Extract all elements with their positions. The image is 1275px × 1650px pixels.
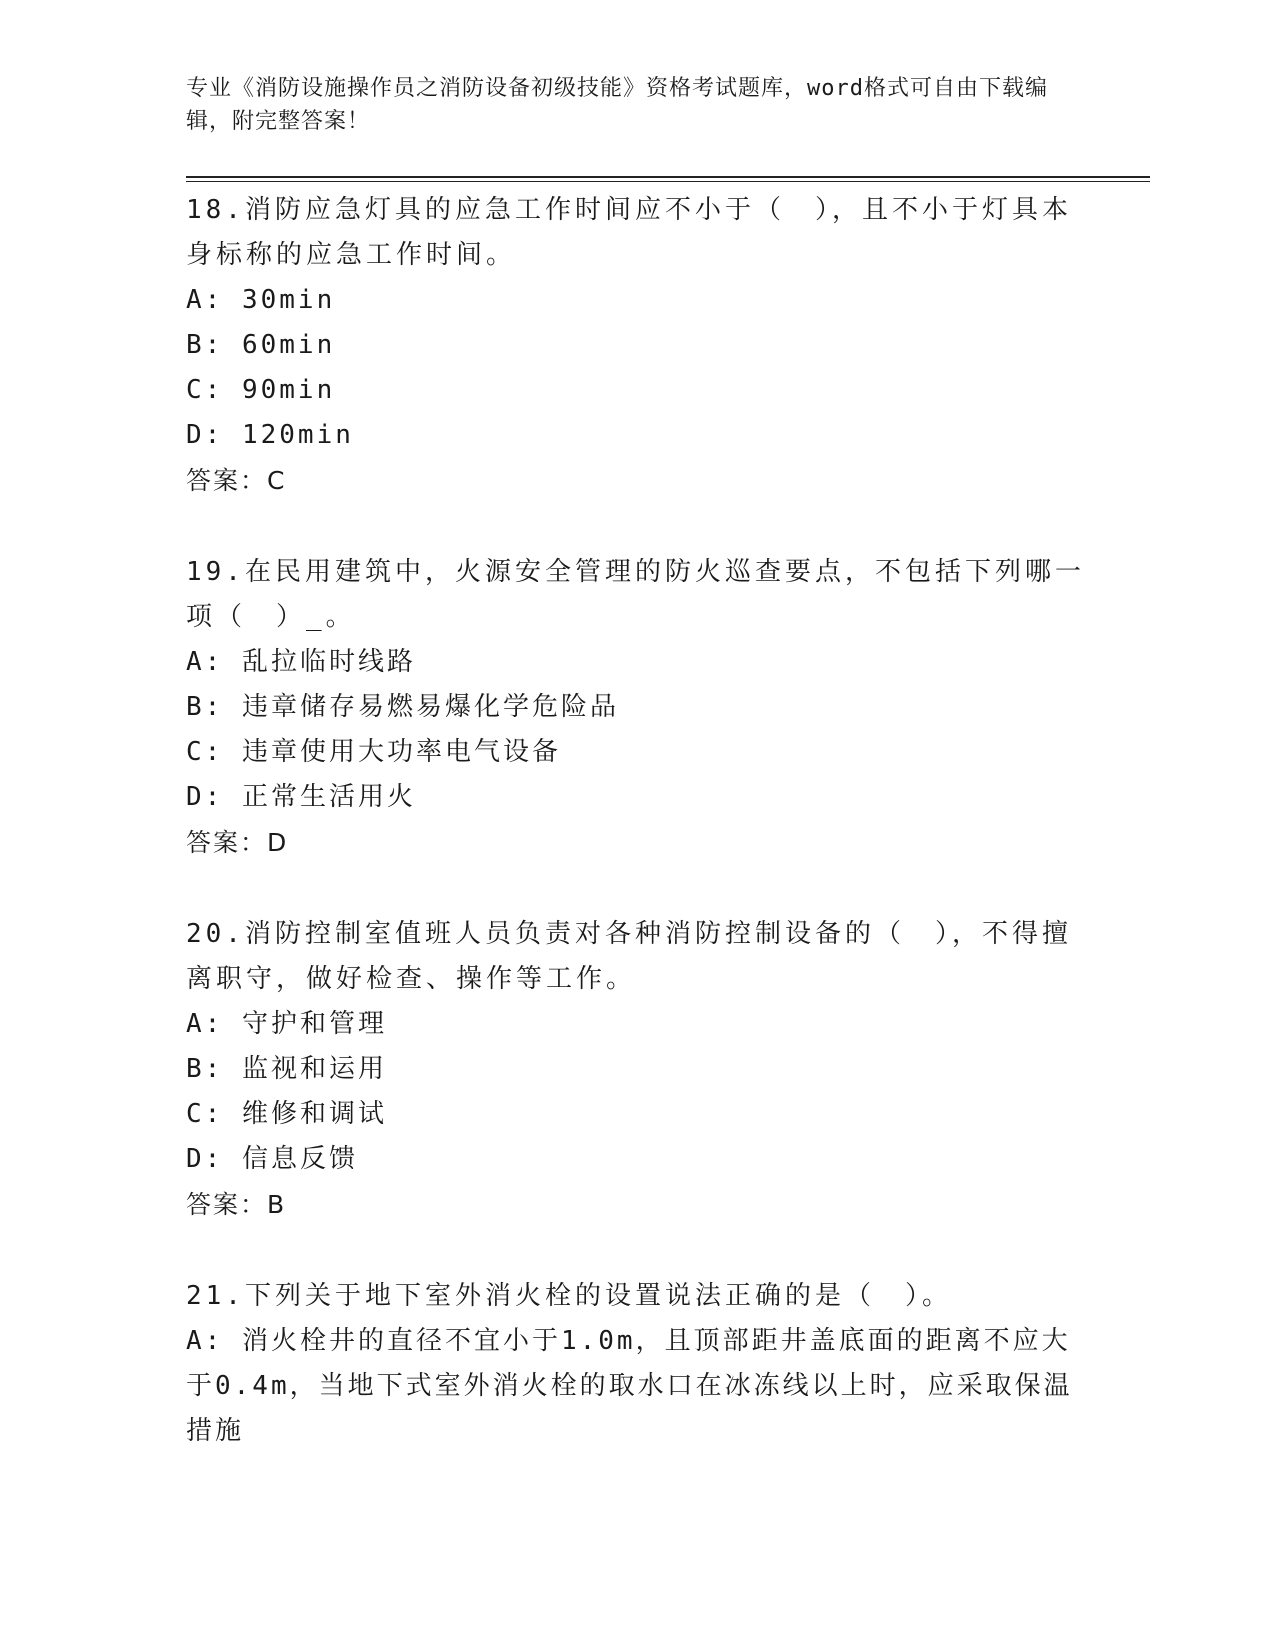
question-stem: 19.在民用建筑中，火源安全管理的防火巡查要点，不包括下列哪一项（ ）_。 bbox=[186, 557, 1085, 632]
answer: 答案：B bbox=[186, 1190, 287, 1219]
answer: 答案：C bbox=[186, 466, 287, 495]
option-c: C: 违章使用大功率电气设备 bbox=[186, 737, 561, 767]
option-b: B: 60min bbox=[186, 330, 336, 360]
question-list bbox=[186, 188, 1086, 1454]
header-divider-thin bbox=[186, 181, 1150, 182]
question-21 bbox=[186, 1274, 1086, 1454]
question-stem: 18.消防应急灯具的应急工作时间应不小于（ ），且不小于灯具本身标称的应急工作时间。 bbox=[186, 195, 1072, 270]
option-d: D: 120min bbox=[186, 420, 354, 450]
question-stem: 21.下列关于地下室外消火栓的设置说法正确的是（ ）。 bbox=[186, 1281, 952, 1311]
question-18 bbox=[186, 188, 1086, 503]
option-a: A: 守护和管理 bbox=[186, 1009, 387, 1039]
option-b: B: 监视和运用 bbox=[186, 1054, 387, 1084]
option-c: C: 90min bbox=[186, 375, 336, 405]
question-19 bbox=[186, 550, 1086, 865]
option-d: D: 正常生活用火 bbox=[186, 782, 416, 812]
header-divider-thick bbox=[186, 176, 1150, 178]
question-20 bbox=[186, 912, 1086, 1227]
option-a: A: 消火栓井的直径不宜小于1.0m，且顶部距井盖底面的距离不应大于0.4m，当地下式室外消火栓的取水口在冰冻线以上时，应采取保温措施 bbox=[186, 1326, 1073, 1446]
document-header: 专业《消防设施操作员之消防设备初级技能》资格考试题库，word格式可自由下载编辑，附完整答案！ bbox=[186, 76, 1048, 134]
answer: 答案：D bbox=[186, 828, 289, 857]
option-a: A: 乱拉临时线路 bbox=[186, 647, 416, 677]
option-d: D: 信息反馈 bbox=[186, 1144, 358, 1174]
question-stem: 20.消防控制室值班人员负责对各种消防控制设备的（ ），不得擅离职守，做好检查、操作等工作。 bbox=[186, 919, 1072, 994]
option-b: B: 违章储存易燃易爆化学危险品 bbox=[186, 692, 619, 722]
option-a: A: 30min bbox=[186, 285, 336, 315]
option-c: C: 维修和调试 bbox=[186, 1099, 387, 1129]
